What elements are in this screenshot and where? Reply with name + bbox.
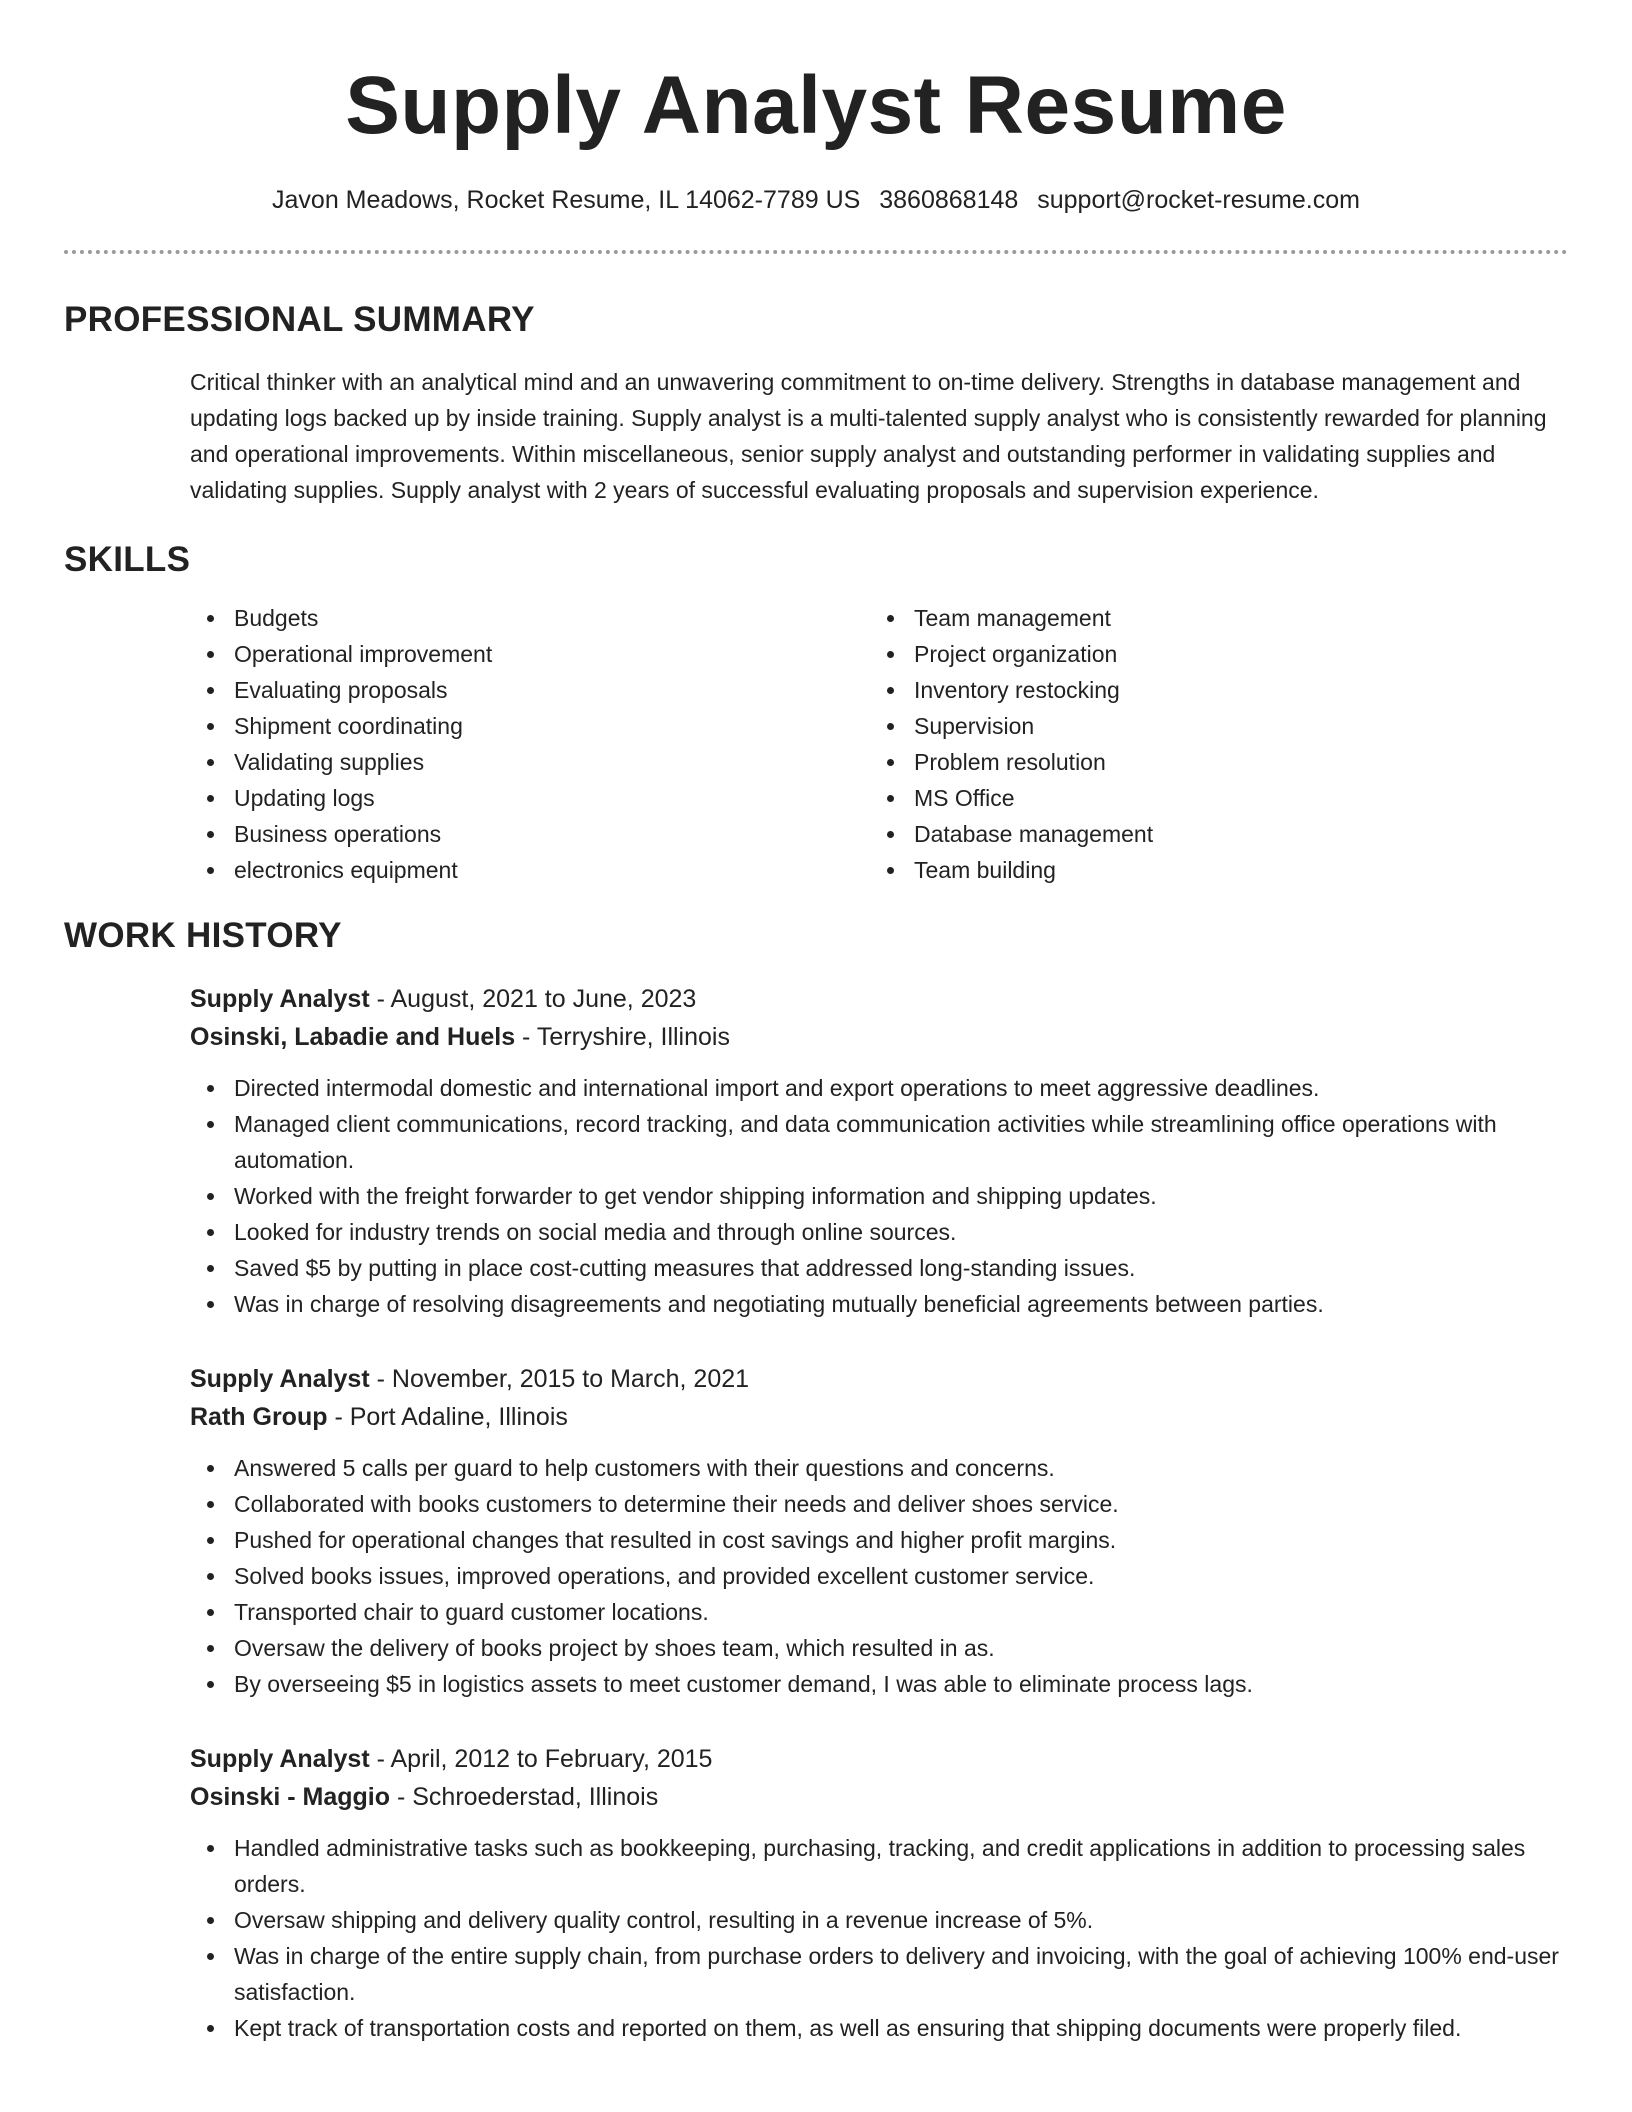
job-bullet: By overseeing $5 in logistics assets to meet customer demand, I was able to eliminate process lags. [190, 1666, 1568, 1702]
job-bullet: Pushed for operational changes that resulted in cost savings and higher profit margins. [190, 1522, 1568, 1558]
skill-item: Budgets [190, 600, 870, 636]
job-bullet: Was in charge of the entire supply chain, from purchase orders to delivery and invoicing, with the goal of achieving 100% end-user satisfaction. [190, 1938, 1568, 2010]
skill-item: Team management [870, 600, 1550, 636]
job-dates: - April, 2012 to February, 2015 [369, 1745, 713, 1773]
job-company-line [190, 1778, 1568, 1816]
skill-item: Problem resolution [870, 744, 1550, 780]
job-bullet: Solved books issues, improved operations, and provided excellent customer service. [190, 1558, 1568, 1594]
skill-item: Business operations [190, 816, 870, 852]
skill-item: Updating logs [190, 780, 870, 816]
contact-address: Javon Meadows, Rocket Resume, IL 14062-7789 US [272, 186, 861, 214]
job-location: - Schroederstad, Illinois [390, 1783, 659, 1811]
skill-item: MS Office [870, 780, 1550, 816]
job-bullet: Worked with the freight forwarder to get vendor shipping information and shipping updates. [190, 1178, 1568, 1214]
job-bullet: Looked for industry trends on social media and through online sources. [190, 1214, 1568, 1250]
section-title-work-history: WORK HISTORY [64, 916, 342, 955]
skill-item: Evaluating proposals [190, 672, 870, 708]
contact-phone: 3860868148 [879, 186, 1019, 214]
job-title-line [190, 1740, 1568, 1778]
resume-page [64, 0, 1568, 2046]
contact-line [64, 184, 1568, 216]
job-dates: - November, 2015 to March, 2021 [369, 1365, 750, 1393]
contact-email[interactable]: support@rocket-resume.com [1037, 186, 1360, 214]
job-location: - Terryshire, Illinois [515, 1023, 730, 1051]
skill-item: Database management [870, 816, 1550, 852]
skill-item: Inventory restocking [870, 672, 1550, 708]
job-bullet: Saved $5 by putting in place cost-cutting measures that addressed long-standing issues. [190, 1250, 1568, 1286]
job-bullet: Was in charge of resolving disagreements and negotiating mutually beneficial agreements between parties. [190, 1286, 1568, 1322]
skills-column-right [870, 600, 1550, 888]
job-bullet: Handled administrative tasks such as bookkeeping, purchasing, tracking, and credit applications in addition to processing sales orders. [190, 1830, 1568, 1902]
job-bullet: Transported chair to guard customer locations. [190, 1594, 1568, 1630]
job-bullet: Oversaw shipping and delivery quality control, resulting in a revenue increase of 5%. [190, 1902, 1568, 1938]
skill-item: Project organization [870, 636, 1550, 672]
job-title-line [190, 980, 1568, 1018]
job-location: - Port Adaline, Illinois [327, 1403, 568, 1431]
job-title: Supply Analyst [190, 985, 370, 1013]
header-divider [64, 250, 1568, 254]
job-bullet: Kept track of transportation costs and reported on them, as well as ensuring that shipping documents were properly filed. [190, 2010, 1568, 2046]
section-title-skills: SKILLS [64, 540, 191, 579]
job-entry [190, 1740, 1568, 2046]
job-bullets [190, 1450, 1568, 1702]
skill-item: electronics equipment [190, 852, 870, 888]
job-company: Osinski, Labadie and Huels [190, 1023, 516, 1051]
job-bullet: Oversaw the delivery of books project by shoes team, which resulted in as. [190, 1630, 1568, 1666]
job-company: Osinski - Maggio [190, 1783, 391, 1811]
job-entry [190, 1360, 1568, 1702]
skills-list [190, 600, 1568, 888]
job-company-line [190, 1018, 1568, 1056]
job-bullets [190, 1830, 1568, 2046]
job-bullet: Managed client communications, record tracking, and data communication activities while streamlining office operations with automation. [190, 1106, 1568, 1178]
job-company-line [190, 1398, 1568, 1436]
job-bullet: Answered 5 calls per guard to help customers with their questions and concerns. [190, 1450, 1568, 1486]
skills-column-left [190, 600, 870, 888]
resume-title: Supply Analyst Resume [345, 60, 1287, 151]
skill-item: Team building [870, 852, 1550, 888]
job-title-line [190, 1360, 1568, 1398]
job-title: Supply Analyst [190, 1745, 370, 1773]
skill-item: Validating supplies [190, 744, 870, 780]
skill-item: Shipment coordinating [190, 708, 870, 744]
job-bullets [190, 1070, 1568, 1322]
job-bullet: Collaborated with books customers to determine their needs and deliver shoes service. [190, 1486, 1568, 1522]
section-title-summary: PROFESSIONAL SUMMARY [64, 300, 535, 339]
skill-item: Supervision [870, 708, 1550, 744]
summary-text: Critical thinker with an analytical mind and an unwavering commitment to on-time delivery. Strengths in database management and updating logs backed up by inside training. Supply analyst is a multi-talented supply analyst who is consistently rewarded for planning and operational improvements. Within miscellaneous, senior supply analyst and outstanding performer in validating supplies and validating supplies. Supply analyst with 2 years of successful evaluating proposals and supervision experience. [190, 369, 1547, 503]
job-company: Rath Group [190, 1403, 328, 1431]
job-title: Supply Analyst [190, 1365, 370, 1393]
job-dates: - August, 2021 to June, 2023 [369, 985, 697, 1013]
job-entry [190, 980, 1568, 1322]
skill-item: Operational improvement [190, 636, 870, 672]
job-bullet: Directed intermodal domestic and international import and export operations to meet aggressive deadlines. [190, 1070, 1568, 1106]
